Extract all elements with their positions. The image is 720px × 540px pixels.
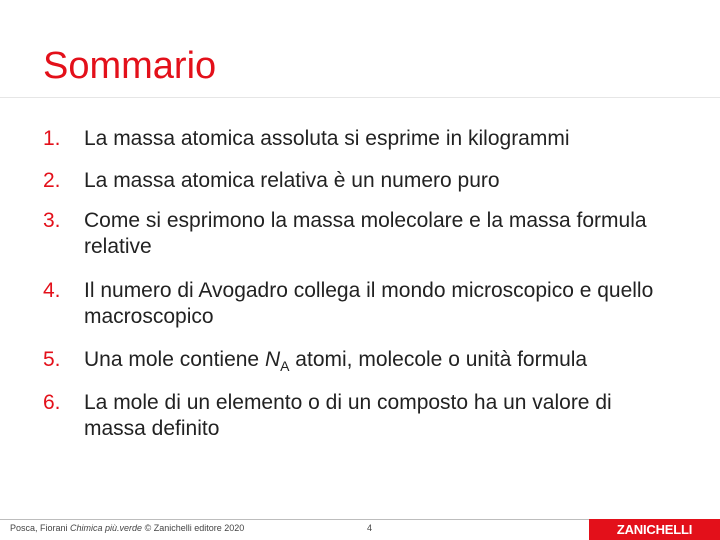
title-divider [0,97,720,98]
list-text-post: atomi, molecole o unità formula [289,348,588,371]
list-text: Come si esprimono la massa molecolare e la massa formula relative [84,209,647,258]
footer-authors: Posca, Fiorani [10,523,71,533]
list-item [43,126,673,152]
list-text: Il numero di Avogadro collega il mondo microscopico e quello macroscopico [84,279,654,328]
footer-credit [10,523,244,533]
list-number: 3. [43,209,61,232]
list-number: 6. [43,391,61,414]
footer-publisher: © Zanichelli editore 2020 [142,523,245,533]
slide-title: Sommario [43,45,217,87]
list-text [84,347,673,379]
avogadro-symbol: N [264,348,281,371]
list-item [43,390,673,442]
zanichelli-logo: ZANICHELLI [589,519,720,540]
footer-book-title: Chimica più.verde [70,523,143,533]
avogadro-subscript: A [280,358,290,374]
list-text: La massa atomica relativa è un numero puro [84,169,500,192]
list-number: 2. [43,169,61,192]
list-item [43,278,673,330]
list-item [43,347,673,379]
list-number: 1. [43,127,61,150]
list-text: La mole di un elemento o di un composto ha un valore di massa definito [84,391,612,440]
list-text: La massa atomica assoluta si esprime in kilogrammi [84,127,570,150]
list-number: 5. [43,348,61,371]
list-number: 4. [43,279,61,302]
list-text-pre: Una mole contiene [84,348,265,371]
list-item [43,208,673,260]
list-item [43,168,673,194]
page-number: 4 [367,523,373,533]
